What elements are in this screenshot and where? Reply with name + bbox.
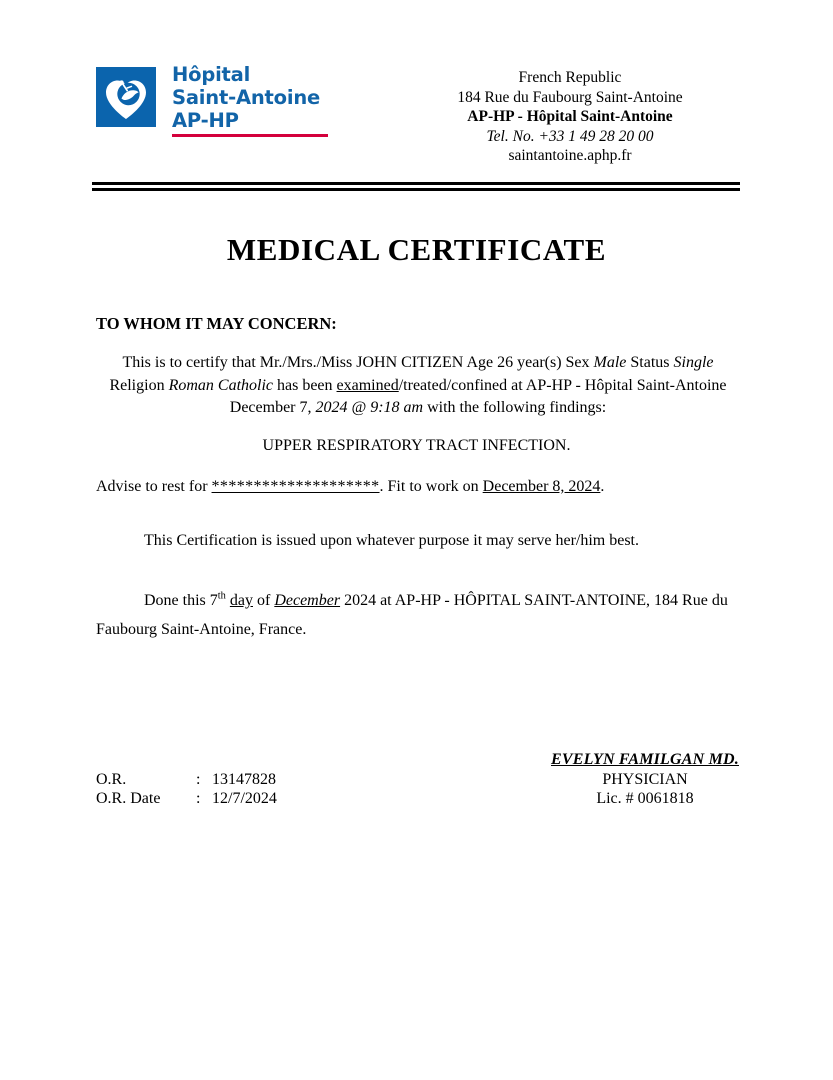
certify-lead: This is to certify that Mr./Mrs./Miss — [122, 354, 353, 371]
patient-religion: Roman Catholic — [168, 376, 273, 394]
logo-line-aphp: AP-HP — [172, 109, 239, 132]
done-at: at — [380, 592, 392, 609]
done-place: AP-HP - HÔPITAL SAINT-ANTOINE, 184 Rue du Faubourg Saint-Antoine, France. — [96, 592, 728, 638]
age-label: Age — [466, 354, 494, 371]
hospital-address-block — [360, 68, 780, 166]
logo-red-rule — [172, 134, 328, 137]
examined-text: examined — [336, 376, 399, 394]
country-line: French Republic — [518, 69, 622, 86]
hospital-logo — [96, 63, 336, 163]
or-number-row — [96, 770, 277, 789]
physician-name: EVELYN FAMILGAN MD. — [551, 751, 739, 768]
advise-suffix: . — [600, 478, 605, 495]
visit-date: December 7, — [229, 399, 312, 416]
has-been-text: has been — [277, 376, 333, 394]
telephone-line: Tel. No. +33 1 49 28 20 00 — [486, 127, 654, 145]
done-day-ordinal: th — [217, 590, 226, 602]
or-value: 13147828 — [212, 771, 276, 788]
certify-paragraph — [96, 352, 740, 420]
age-unit: year(s) — [517, 354, 562, 371]
patient-name: JOHN CITIZEN — [356, 354, 464, 371]
status-label: Status — [630, 354, 670, 371]
advise-prefix: Advise to rest for — [96, 478, 208, 495]
patient-status: Single — [673, 354, 714, 371]
advise-line — [96, 476, 740, 498]
or-date-value: 12/7/2024 — [212, 790, 277, 807]
done-day-number: 7 — [209, 592, 218, 609]
signature-block — [480, 750, 810, 809]
page-title: MEDICAL CERTIFICATE — [226, 232, 607, 267]
or-date-colon: : — [196, 790, 201, 807]
official-receipt-block — [96, 770, 277, 808]
patient-age: 26 — [497, 354, 514, 371]
done-month: December — [274, 592, 341, 609]
advise-mid: . Fit to work on — [379, 478, 479, 495]
logo-line-saint-antoine: Saint-Antoine — [172, 86, 321, 109]
or-date-label: O.R. Date — [96, 790, 161, 807]
visit-time: 2024 @ 9:18 am — [315, 399, 424, 416]
logo-line-hopital: Hôpital — [172, 63, 251, 86]
fit-to-work-date: December 8, 2024 — [482, 478, 601, 495]
document-header — [0, 58, 833, 173]
treated-confined-text: /treated/confined at — [398, 376, 523, 394]
patient-sex: Male — [593, 354, 627, 371]
facility-name: AP-HP - Hôpital Saint-Antoine — [525, 376, 727, 394]
done-year: 2024 — [344, 592, 377, 609]
or-label: O.R. — [96, 771, 127, 788]
or-date-row — [96, 789, 277, 808]
street-line: 184 Rue du Faubourg Saint-Antoine — [457, 88, 683, 106]
divider-line-bottom — [92, 188, 740, 191]
hospital-logo-wordmark — [172, 63, 337, 137]
done-of: of — [256, 592, 271, 609]
hospital-heart-logo-icon — [96, 67, 156, 127]
done-day-word: day — [229, 592, 253, 609]
done-lead: Done this — [144, 592, 206, 609]
rest-period-field: ******************** — [211, 478, 380, 495]
physician-license: Lic. # 0061818 — [596, 790, 694, 807]
website-line: saintantoine.aphp.fr — [508, 147, 632, 164]
salutation: TO WHOM IT MAY CONCERN: — [96, 314, 337, 333]
institution-line: AP-HP - Hôpital Saint-Antoine — [467, 108, 673, 125]
diagnosis-findings: UPPER RESPIRATORY TRACT INFECTION. — [262, 437, 571, 454]
header-divider — [92, 182, 740, 191]
certify-trailing: with the following findings: — [427, 399, 607, 416]
physician-role: PHYSICIAN — [602, 770, 688, 788]
done-paragraph — [96, 586, 740, 644]
sex-label: Sex — [565, 354, 590, 371]
certification-note: This Certification is issued upon whatever purpose it may serve her/him best. — [144, 532, 639, 549]
religion-label: Religion — [109, 376, 165, 394]
or-colon: : — [196, 771, 201, 788]
